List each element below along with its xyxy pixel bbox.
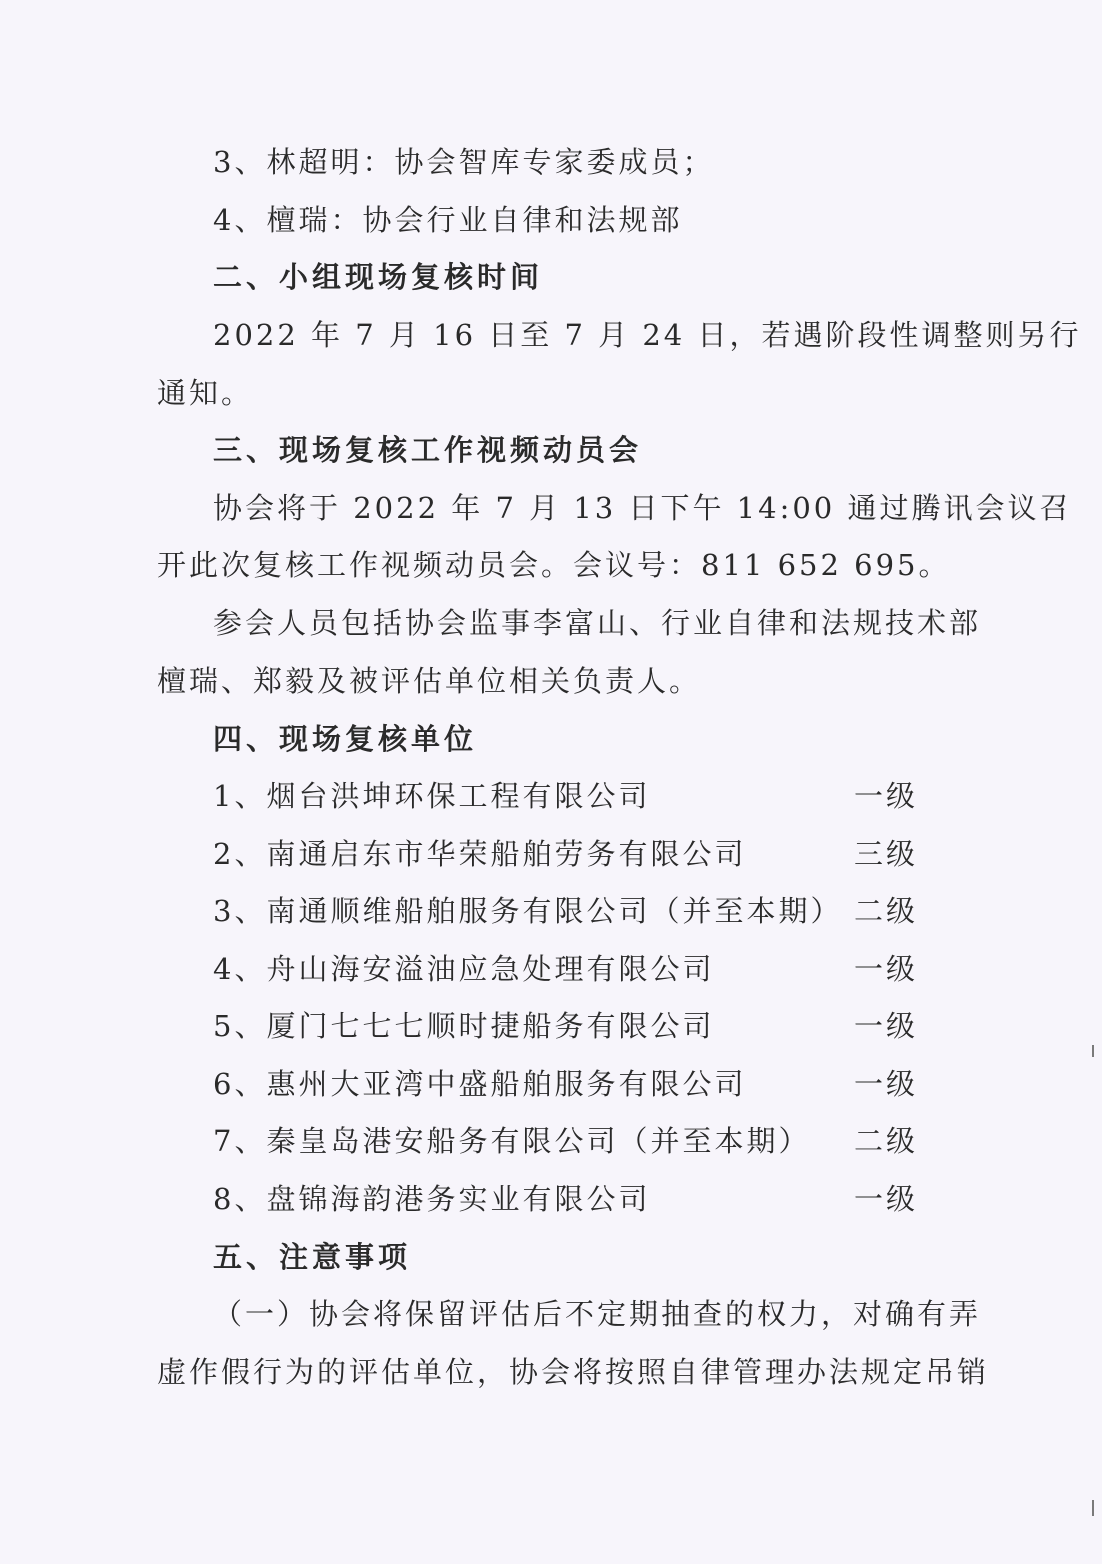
unit-level: 一级	[854, 1009, 919, 1043]
section-heading: 四、现场复核单位	[213, 722, 478, 756]
member-item: 4、檀瑞：协会行业自律和法规部	[213, 203, 683, 237]
paragraph-line: 檀瑞、郑毅及被评估单位相关负责人。	[157, 664, 702, 698]
scan-edge-mark	[1092, 1500, 1094, 1516]
unit-name: 1、烟台洪坤环保工程有限公司	[213, 779, 651, 813]
unit-level: 三级	[854, 837, 919, 871]
unit-level: 二级	[854, 894, 919, 928]
scan-edge-mark	[1092, 1045, 1094, 1057]
paragraph-line: 协会将于 2022 年 7 月 13 日下午 14:00 通过腾讯会议召	[213, 491, 1072, 525]
section-heading: 二、小组现场复核时间	[213, 260, 544, 294]
paragraph-line: 参会人员包括协会监事李富山、行业自律和法规技术部	[213, 606, 982, 640]
unit-name: 2、南通启东市华荣船舶劳务有限公司	[213, 837, 747, 871]
paragraph-line: 2022 年 7 月 16 日至 7 月 24 日，若遇阶段性调整则另行	[213, 318, 1082, 352]
unit-name: 4、舟山海安溢油应急处理有限公司	[213, 952, 715, 986]
unit-level: 一级	[854, 1067, 919, 1101]
paragraph-line: 通知。	[157, 376, 254, 410]
unit-name: 3、南通顺维船舶服务有限公司（并至本期）	[213, 894, 843, 928]
unit-level: 一级	[854, 779, 919, 813]
unit-level: 一级	[854, 1182, 919, 1216]
section-heading: 五、注意事项	[213, 1240, 412, 1274]
paragraph-line: （一）协会将保留评估后不定期抽查的权力，对确有弄	[213, 1297, 982, 1331]
unit-name: 8、盘锦海韵港务实业有限公司	[213, 1182, 651, 1216]
unit-name: 6、惠州大亚湾中盛船舶服务有限公司	[213, 1067, 747, 1101]
unit-name: 5、厦门七七七顺时捷船务有限公司	[213, 1009, 715, 1043]
paragraph-line: 开此次复核工作视频动员会。会议号：811 652 695。	[157, 548, 951, 582]
member-item: 3、林超明：协会智库专家委成员；	[213, 145, 715, 179]
paragraph-line: 虚作假行为的评估单位，协会将按照自律管理办法规定吊销	[157, 1355, 990, 1389]
unit-level: 二级	[854, 1124, 919, 1158]
unit-name: 7、秦皇岛港安船务有限公司（并至本期）	[213, 1124, 811, 1158]
section-heading: 三、现场复核工作视频动员会	[213, 433, 643, 467]
unit-level: 一级	[854, 952, 919, 986]
